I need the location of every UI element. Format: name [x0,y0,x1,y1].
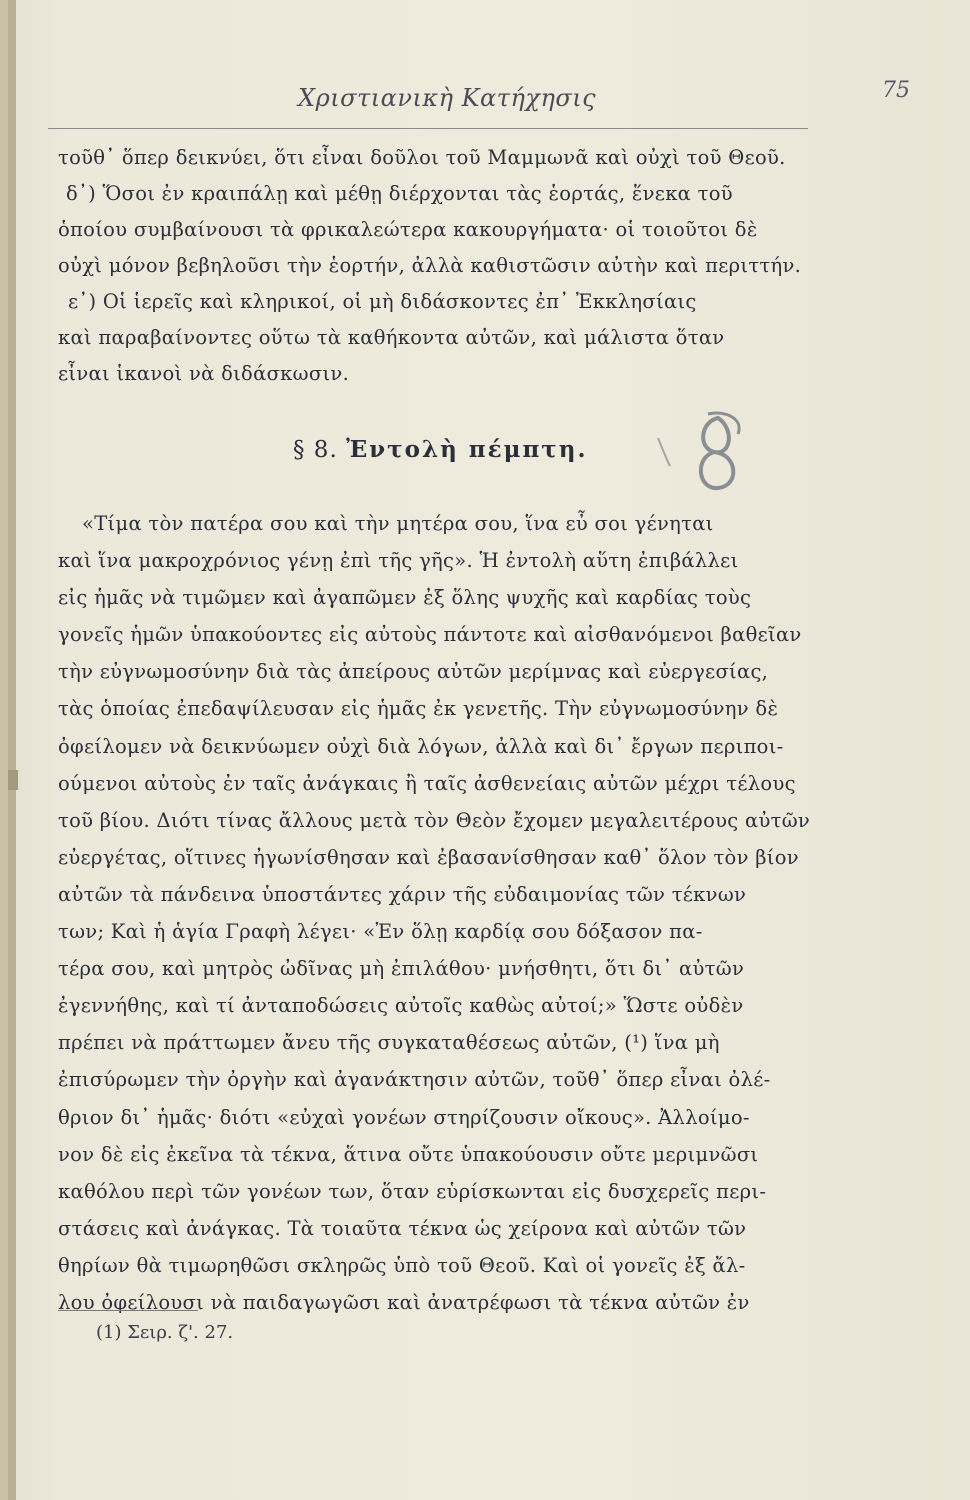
text-line: θριον δι᾽ ἡμᾶς· διότι «εὐχαὶ γονέων στηρίζουσιν οἴκους». Ἀλλοίμο- [58,1105,750,1129]
text-line: εἰς ἡμᾶς νὰ τιμῶμεν καὶ ἀγαπῶμεν ἐξ ὅλης ψυχῆς καὶ καρδίας τοὺς [58,586,752,610]
text-line: τὰς ὁποίας ἐπεδαψίλευσαν εἰς ἡμᾶς ἐκ γενετῆς. Τὴν εὐγνωμοσύνην δὲ [58,697,779,721]
text-line: τοῦθ᾽ ὅπερ δεικνύει, ὅτι εἶναι δοῦλοι τοῦ Μαμμωνᾶ καὶ οὐχὶ τοῦ Θεοῦ. [58,146,786,169]
text-line: καὶ ἵνα μακροχρόνιος γένῃ ἐπὶ τῆς γῆς». Ἡ ἐντολὴ αὕτη ἐπιβάλλει [58,549,739,573]
handwritten-annotation [648,408,768,498]
binding-edge [8,0,16,1500]
section-title: Ἐντολὴ πέμπτη. [346,436,588,463]
section-heading [293,436,588,463]
text-line: ούμενοι αὐτοὺς ἐν ταῖς ἀνάγκαις ἢ ταῖς ἀσθενείαις αὐτῶν μέχρι τέλους [58,771,796,795]
text-line: οὐχὶ μόνον βεβηλοῦσι τὴν ἑορτήν, ἀλλὰ καθιστῶσιν αὐτὴν καὶ περιττήν. [58,254,802,277]
text-line: εὐεργέτας, οἵτινες ἠγωνίσθησαν καὶ ἐβασανίσθησαν καθ᾽ ὅλον τὸν βίον [58,845,799,869]
text-line: ὁποίου συμβαίνουσι τὰ φρικαλεώτερα κακουργήματα· οἱ τοιοῦτοι δὲ [58,218,758,241]
section-heading-row [8,428,970,488]
text-line: ε᾽) Οἱ ἱερεῖς καὶ κληρικοί, οἱ μὴ διδάσκοντες ἐπ᾽ Ἐκκλησίαις [68,290,697,313]
running-head [48,70,910,120]
margin-mark [8,770,18,790]
text-line: καὶ παραβαίνοντες οὕτω τὰ καθήκοντα αὐτῶν, καὶ μάλιστα ὅταν [58,326,725,349]
text-line: νον δὲ εἰς ἐκεῖνα τὰ τέκνα, ἅτινα οὔτε ὑπακούουσιν οὔτε μεριμνῶσι [58,1142,759,1166]
text-line: των; Καὶ ἡ ἁγία Γραφὴ λέγει· «Ἐν ὅλῃ καρδίᾳ σου δόξασον πα- [58,920,703,944]
paragraph-top [58,140,828,392]
header-rule [48,128,808,129]
text-line: αὐτῶν τὰ πάνδεινα ὑποστάντες χάριν τῆς εὐδαιμονίας τῶν τέκνων [58,882,747,906]
text-line: εἶναι ἱκανοὶ νὰ διδάσκωσιν. [58,362,350,385]
footnote-rule [58,1310,198,1311]
text-line: ἐπισύρωμεν τὴν ὀργὴν καὶ ἀγανάκτησιν αὐτῶν, τοῦθ᾽ ὅπερ εἶναι ὀλέ- [58,1068,771,1092]
page-number: 75 [882,78,910,103]
book-page [8,0,970,1500]
text-line: στάσεις καὶ ἀνάγκας. Τὰ τοιαῦτα τέκνα ὡς χείρονα καὶ αὐτῶν τῶν [58,1216,747,1240]
running-title: Χριστιανικὴ Κατήχησις [298,84,597,112]
text-line: πρέπει νὰ πράττωμεν ἄνευ τῆς συγκαταθέσεως αὐτῶν, (¹) ἵνα μὴ [58,1031,720,1055]
section-number: § 8. [293,437,338,463]
text-line: ἐγεννήθης, καὶ τί ἀνταποδώσεις αὐτοῖς καθὼς αὐτοί;» Ὥστε οὐδὲν [58,994,744,1018]
text-line: «Τίμα τὸν πατέρα σου καὶ τὴν μητέρα σου, ἵνα εὖ σοι γένηται [82,512,714,535]
text-line: ὀφείλομεν νὰ δεικνύωμεν οὐχὶ διὰ λόγων, ἀλλὰ καὶ δι᾽ ἔργων περιποι- [58,734,784,758]
text-line: δ᾽) Ὅσοι ἐν κραιπάλῃ καὶ μέθῃ διέρχονται τὰς ἑορτάς, ἕνεκα τοῦ [66,182,733,205]
paragraph-main [58,505,828,1321]
text-line: τοῦ βίου. Διότι τίνας ἄλλους μετὰ τὸν Θεὸν ἔχομεν μεγαλειτέρους αὐτῶν [58,808,811,832]
text-line: γονεῖς ἡμῶν ὑπακούοντες εἰς αὐτοὺς πάντοτε καὶ αἰσθανόμενοι βαθεῖαν [58,623,802,647]
text-line: καθόλου περὶ τῶν γονέων των, ὅταν εὑρίσκωνται εἰς δυσχερεῖς περι- [58,1179,767,1203]
text-line: λου ὀφείλουσι νὰ παιδαγωγῶσι καὶ ἀνατρέφωσι τὰ τέκνα αὐτῶν ἐν [58,1290,750,1314]
text-line: τὴν εὐγνωμοσύνην διὰ τὰς ἀπείρους αὐτῶν μερίμνας καὶ εὐεργεσίας, [58,660,769,684]
text-line: θηρίων θὰ τιμωρηθῶσι σκληρῶς ὑπὸ τοῦ Θεοῦ. Καὶ οἱ γονεῖς ἐξ ἄλ- [58,1253,746,1277]
text-line: τέρα σου, καὶ μητρὸς ὠδῖνας μὴ ἐπιλάθου· μνήσθητι, ὅτι δι᾽ αὐτῶν [58,957,745,981]
footnote: (1) Σειρ. ζ'. 27. [96,1322,234,1343]
